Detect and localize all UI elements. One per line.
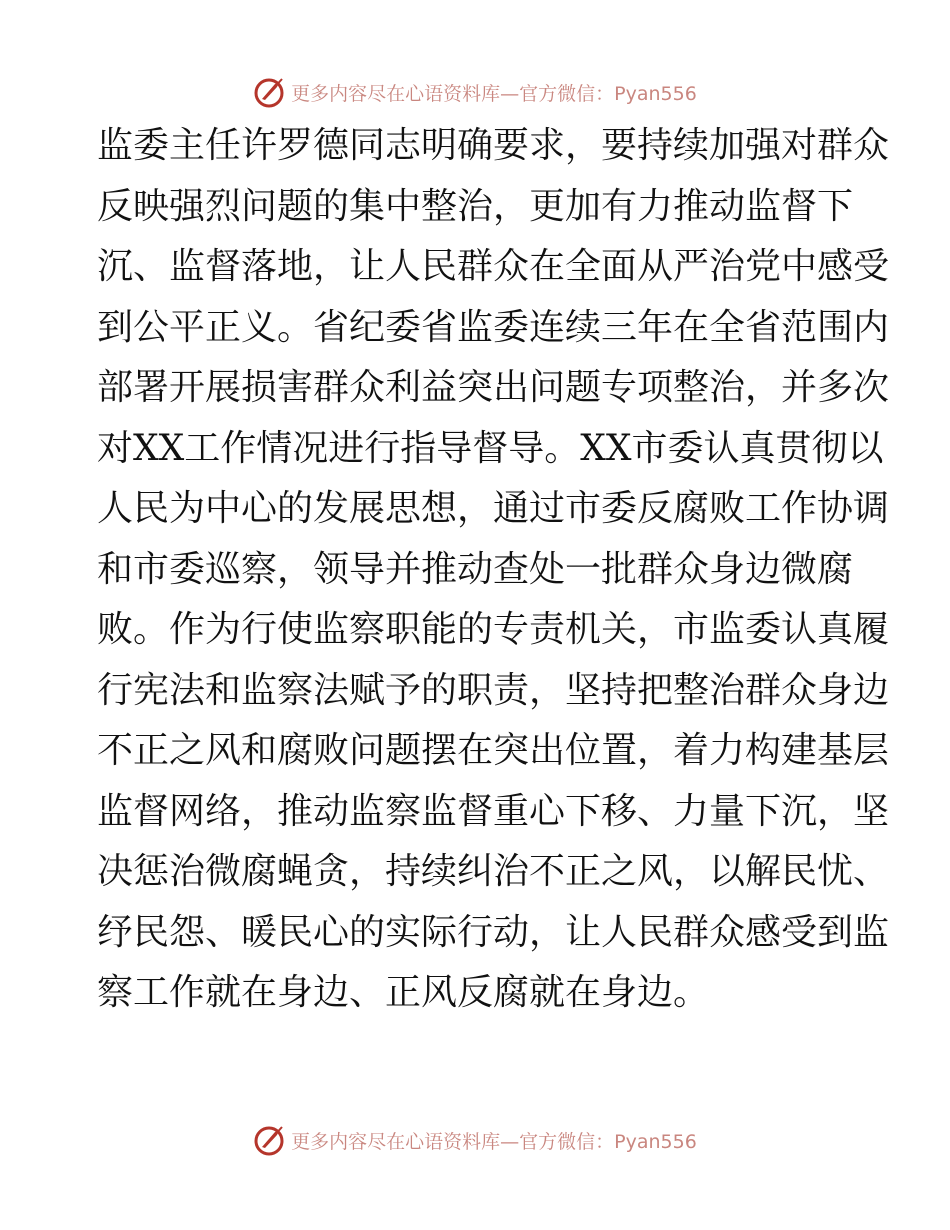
- footer-promo-text: 更多内容尽在心语资料库—: [291, 1130, 520, 1153]
- quill-pen-logo-icon: [253, 1123, 287, 1157]
- paragraph-line: 监委主任许罗德同志明确要求，要持续加强对群众: [97, 125, 890, 166]
- footer-wechat-text: 官方微信：Pyan556: [519, 1130, 697, 1153]
- paragraph-line: 不正之风和腐败问题摆在突出位置，着力构建基层: [97, 730, 890, 771]
- header-banner: [0, 72, 950, 112]
- paragraph-line: 败。作为行使监察职能的专责机关，市监委认真履: [97, 609, 890, 650]
- header-promo-text: 更多内容尽在心语资料库—: [291, 82, 520, 105]
- paragraph-line: 行宪法和监察法赋予的职责，坚持把整治群众身边: [97, 669, 890, 711]
- paragraph-line: 决惩治微腐蝇贪，持续纠治不正之风，以解民忧、: [97, 851, 890, 892]
- paragraph-line: 沉、监督落地，让人民群众在全面从严治党中感受: [97, 246, 890, 287]
- paragraph-line: 部署开展损害群众利益突出问题专项整治，并多次: [97, 367, 890, 408]
- paragraph-line: 反映强烈问题的集中整治，更加有力推动监督下: [97, 185, 854, 227]
- paragraph-line: 到公平正义。省纪委省监委连续三年在全省范围内: [97, 306, 890, 348]
- paragraph-line: 人民为中心的发展思想，通过市委反腐败工作协调: [97, 488, 890, 529]
- footer-banner: [0, 1120, 950, 1160]
- header-wechat-text: 官方微信：Pyan556: [519, 82, 697, 105]
- quill-pen-logo-icon: [253, 75, 287, 109]
- paragraph-line: 和市委巡察，领导并推动查处一批群众身边微腐: [97, 548, 854, 590]
- paragraph-line: 察工作就在身边、正风反腐就在身边。: [97, 972, 710, 1013]
- paragraph-line: 对XX工作情况进行指导督导。XX市委认真贯彻以: [97, 427, 884, 469]
- paragraph-line: 纾民怨、暖民心的实际行动，让人民群众感受到监: [97, 911, 890, 953]
- body-paragraph: [97, 116, 890, 1024]
- paragraph-line: 监督网络，推动监察监督重心下移、力量下沉，坚: [97, 790, 890, 832]
